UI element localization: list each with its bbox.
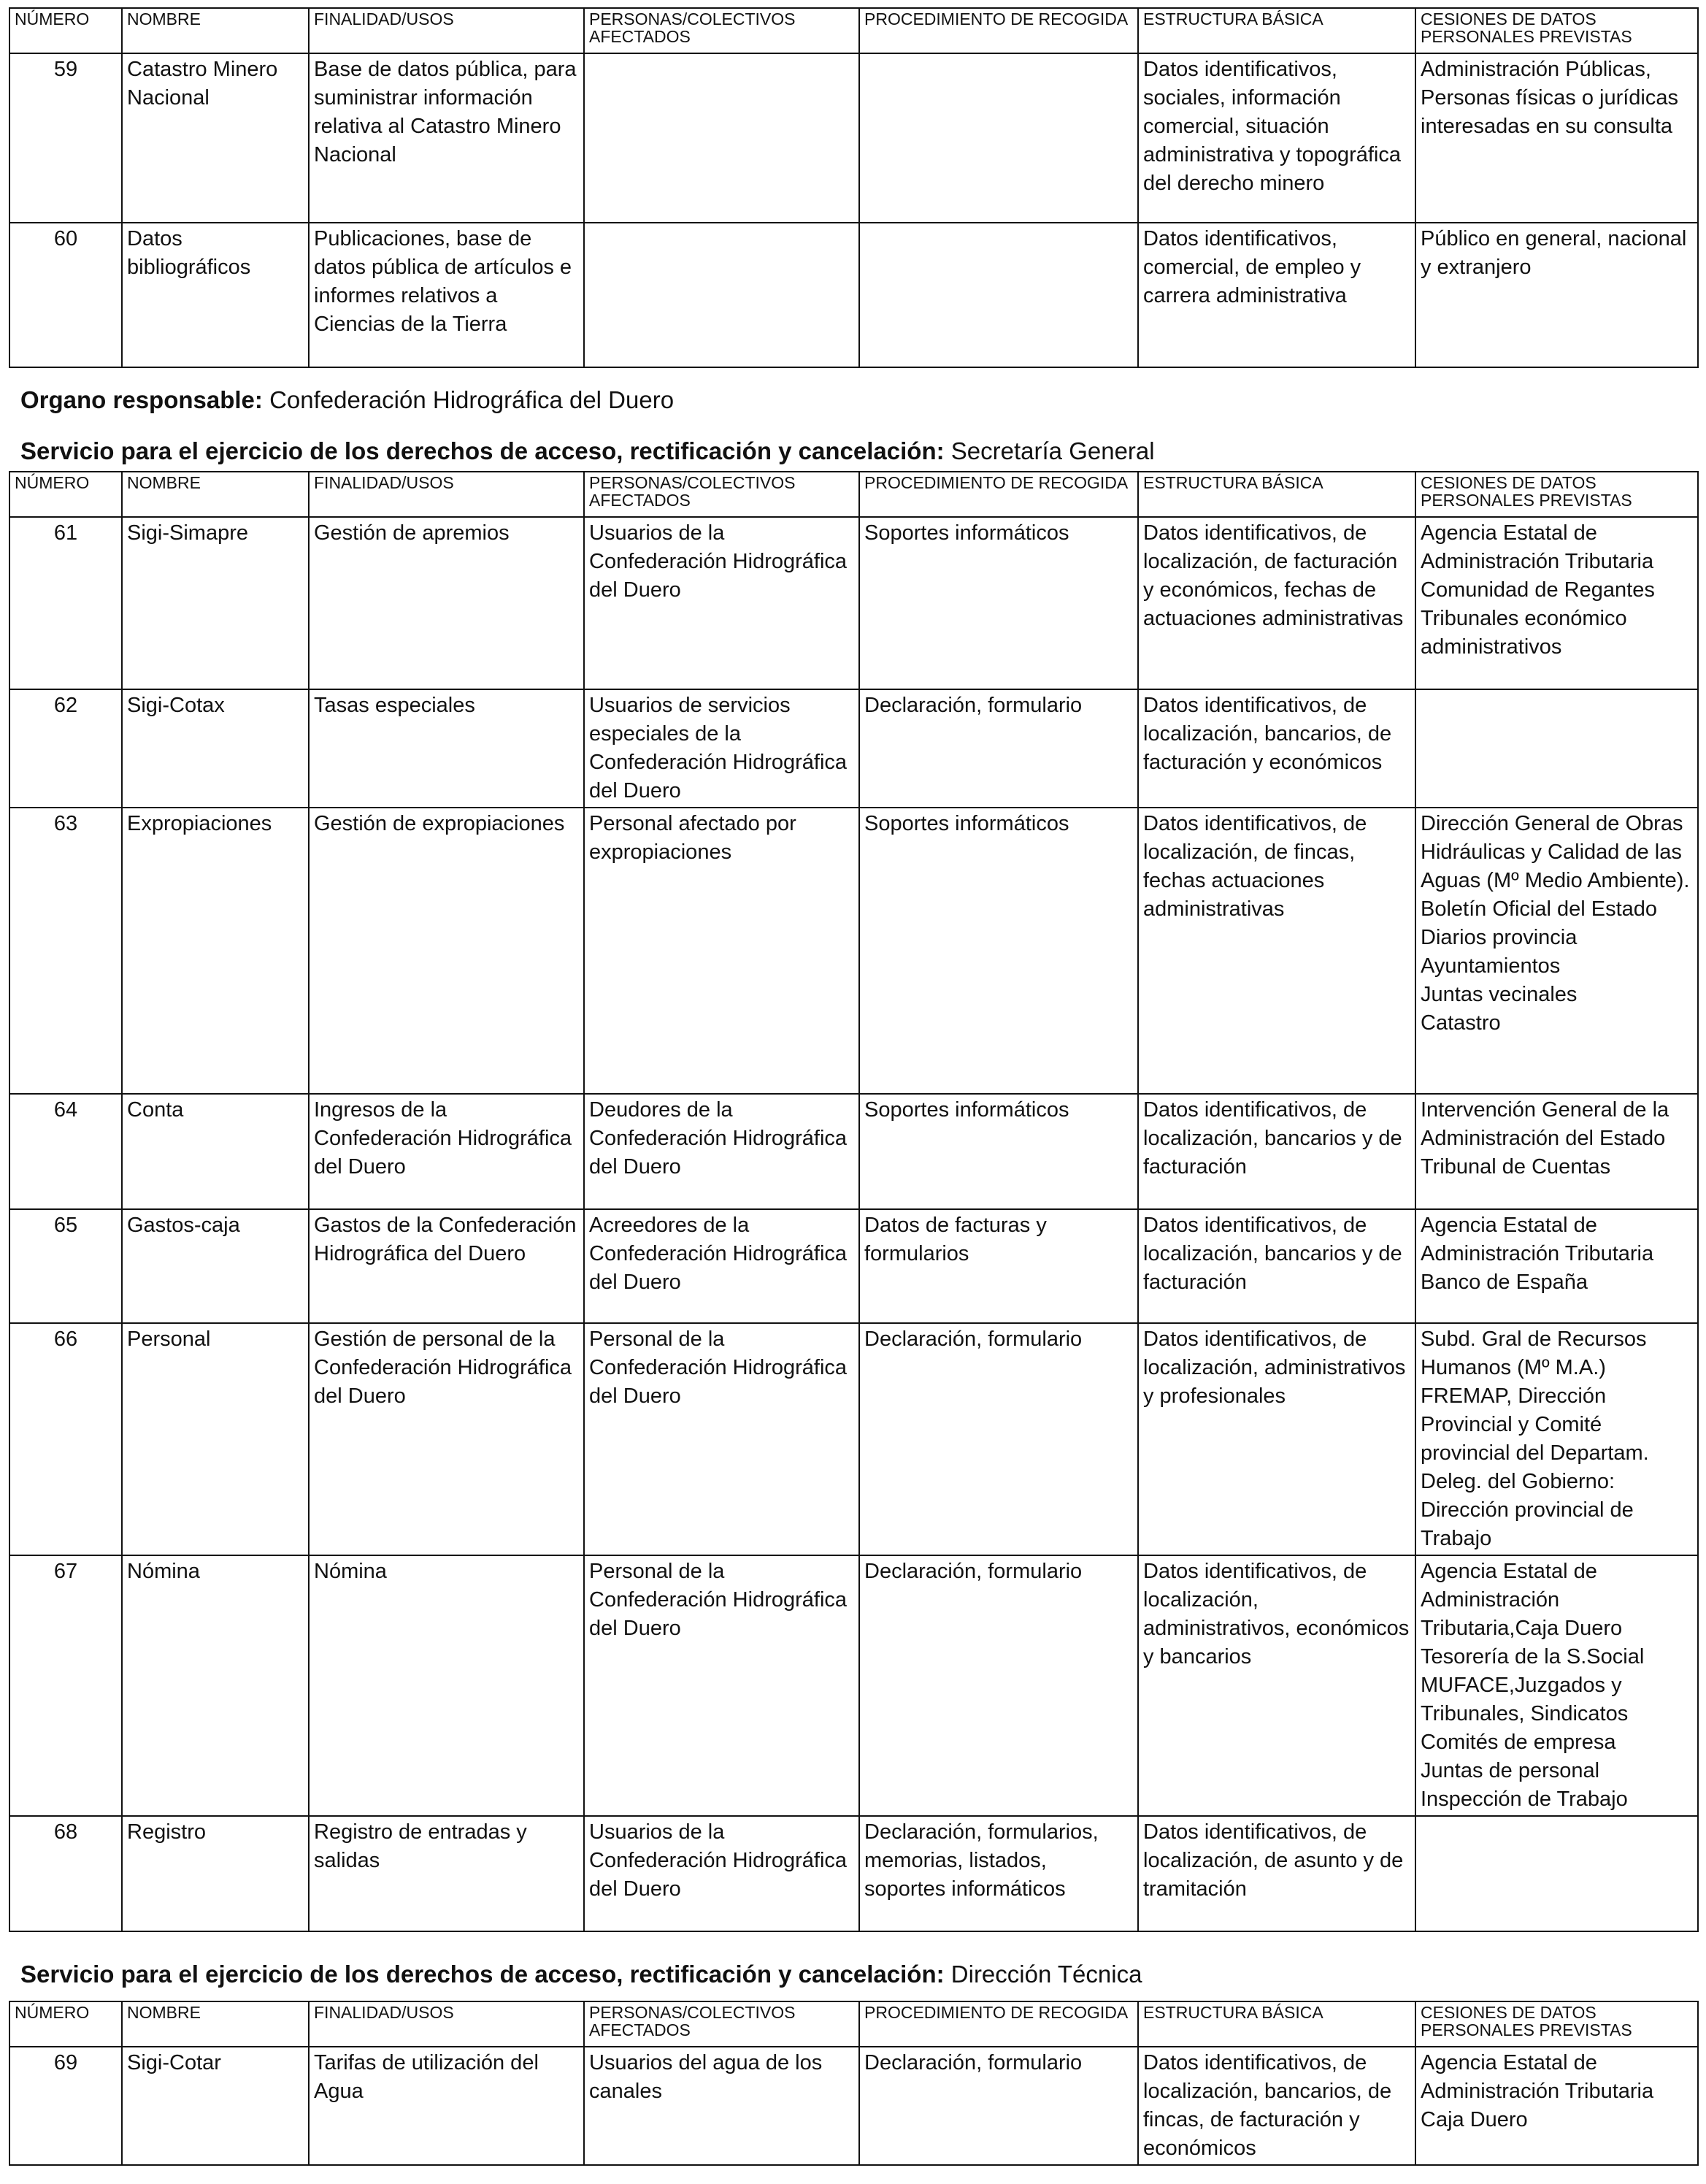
cell-finalidad: Tasas especiales: [309, 689, 584, 808]
cell-personas: Personal de la Confederación Hidrográfica del Duero: [584, 1323, 859, 1555]
servicio-heading-2: [20, 1960, 1142, 1989]
col-procedimiento: PROCEDIMIENTO DE RECOGIDA: [859, 8, 1138, 53]
cell-estructura: Datos identificativos, de localización, de fincas, fechas actuaciones administrativas: [1138, 808, 1415, 1094]
cesion-line: Deleg. del Gobierno:: [1421, 1470, 1615, 1493]
cell-nombre: Expropiaciones: [122, 808, 309, 1094]
cell-procedimiento: [859, 53, 1138, 223]
cesion-line: Tesorería de la S.Social: [1421, 1645, 1645, 1668]
col-estructura: ESTRUCTURA BÁSICA: [1138, 472, 1415, 517]
col-numero: NÚMERO: [9, 8, 122, 53]
servicio-label: Servicio para el ejercicio de los derechos de acceso, rectificación y cancelación:: [20, 437, 945, 464]
cell-nombre: Conta: [122, 1094, 309, 1209]
cell-procedimiento: Soportes informáticos: [859, 808, 1138, 1094]
cell-cesiones: [1415, 808, 1698, 1094]
organo-value: Confederación Hidrográfica del Duero: [269, 386, 675, 413]
cesion-line: Ayuntamientos: [1421, 954, 1561, 978]
cell-personas: Usuarios de la Confederación Hidrográfica del Duero: [584, 1816, 859, 1931]
cesion-line: Dirección provincial de Trabajo: [1421, 1498, 1634, 1550]
cell-nombre: Gastos-caja: [122, 1209, 309, 1323]
cell-numero: 68: [9, 1816, 122, 1931]
cell-finalidad: Gestión de personal de la Confederación Hidrográfica del Duero: [309, 1323, 584, 1555]
cell-estructura: Datos identificativos, comercial, de empleo y carrera administrativa: [1138, 223, 1415, 367]
col-personas: PERSONAS/COLECTIVOS AFECTADOS: [584, 8, 859, 53]
cesion-line: Diarios provincia: [1421, 926, 1578, 949]
cell-finalidad: Gestión de expropiaciones: [309, 808, 584, 1094]
table-header-row: [9, 8, 1698, 53]
cell-procedimiento: Declaración, formularios, memorias, listados, soportes informáticos: [859, 1816, 1138, 1931]
cesion-line: Intervención General de la Administración del Estado: [1421, 1098, 1670, 1150]
cesion-line: Boletín Oficial del Estado: [1421, 897, 1658, 921]
cell-procedimiento: Declaración, formulario: [859, 689, 1138, 808]
cell-numero: 61: [9, 517, 122, 689]
cesion-line: FREMAP, Dirección Provincial y Comité provincial del Departam.: [1421, 1384, 1649, 1465]
cell-procedimiento: Declaración, formulario: [859, 1555, 1138, 1816]
servicio-label: Servicio para el ejercicio de los derechos de acceso, rectificación y cancelación:: [20, 1961, 945, 1988]
cell-personas: [584, 53, 859, 223]
cell-numero: 59: [9, 53, 122, 223]
table-row: [9, 808, 1698, 1094]
cell-cesiones: [1415, 1094, 1698, 1209]
cell-numero: 65: [9, 1209, 122, 1323]
cell-personas: Usuarios de la Confederación Hidrográfica del Duero: [584, 517, 859, 689]
cell-estructura: Datos identificativos, de localización, bancarios y de facturación: [1138, 1209, 1415, 1323]
cell-estructura: Datos identificativos, de localización, administrativos y profesionales: [1138, 1323, 1415, 1555]
cell-estructura: Datos identificativos, de localización, de facturación y económicos, fechas de actuaciones administrativas: [1138, 517, 1415, 689]
col-nombre: NOMBRE: [122, 472, 309, 517]
col-cesiones: CESIONES DE DATOS PERSONALES PREVISTAS: [1415, 2001, 1698, 2047]
data-table: [9, 2001, 1699, 2166]
table-section-3: [9, 2001, 1699, 2166]
cell-finalidad: Base de datos pública, para suministrar información relativa al Catastro Minero Nacional: [309, 53, 584, 223]
cell-numero: 66: [9, 1323, 122, 1555]
cell-nombre: Personal: [122, 1323, 309, 1555]
cell-cesiones: [1415, 689, 1698, 808]
table-row: [9, 53, 1698, 223]
cesion-line: Tribunales económico administrativos: [1421, 607, 1627, 659]
cesion-line: Agencia Estatal de Administración Tributaria: [1421, 1214, 1654, 1265]
cell-personas: Deudores de la Confederación Hidrográfica del Duero: [584, 1094, 859, 1209]
data-table: [9, 471, 1699, 1932]
cell-numero: 63: [9, 808, 122, 1094]
col-nombre: NOMBRE: [122, 2001, 309, 2047]
cell-cesiones: [1415, 1816, 1698, 1931]
table-row: [9, 517, 1698, 689]
cell-nombre: Datos bibliográficos: [122, 223, 309, 367]
servicio-heading-1: [20, 437, 1155, 466]
cell-finalidad: Tarifas de utilización del Agua: [309, 2047, 584, 2165]
cell-cesiones: [1415, 1555, 1698, 1816]
col-cesiones: CESIONES DE DATOS PERSONALES PREVISTAS: [1415, 8, 1698, 53]
table-section-2: [9, 471, 1699, 1932]
cell-cesiones: [1415, 1209, 1698, 1323]
cell-personas: Usuarios de servicios especiales de la Confederación Hidrográfica del Duero: [584, 689, 859, 808]
table-row: [9, 1816, 1698, 1931]
col-nombre: NOMBRE: [122, 8, 309, 53]
cell-procedimiento: Soportes informáticos: [859, 1094, 1138, 1209]
col-finalidad: FINALIDAD/USOS: [309, 472, 584, 517]
col-finalidad: FINALIDAD/USOS: [309, 8, 584, 53]
cell-procedimiento: Datos de facturas y formularios: [859, 1209, 1138, 1323]
cell-nombre: Registro: [122, 1816, 309, 1931]
cesion-line: Dirección General de Obras Hidráulicas y Calidad de las Aguas (Mº Medio Ambiente).: [1421, 812, 1690, 892]
cell-procedimiento: [859, 223, 1138, 367]
cell-nombre: Sigi-Cotax: [122, 689, 309, 808]
cesion-line: Agencia Estatal de Administración Tributaria Comunidad de Regantes: [1421, 521, 1655, 602]
cell-finalidad: Ingresos de la Confederación Hidrográfica del Duero: [309, 1094, 584, 1209]
col-personas: PERSONAS/COLECTIVOS AFECTADOS: [584, 472, 859, 517]
cell-numero: 69: [9, 2047, 122, 2165]
col-finalidad: FINALIDAD/USOS: [309, 2001, 584, 2047]
cell-finalidad: Publicaciones, base de datos pública de artículos e informes relativos a Ciencias de la Tierra: [309, 223, 584, 367]
cell-cesiones: Administración Públicas, Personas físicas o jurídicas interesadas en su consulta: [1415, 53, 1698, 223]
cesion-line: Tribunal de Cuentas: [1421, 1155, 1611, 1179]
cell-finalidad: Registro de entradas y salidas: [309, 1816, 584, 1931]
table-row: [9, 1555, 1698, 1816]
cell-nombre: Sigi-Simapre: [122, 517, 309, 689]
cell-finalidad: Gastos de la Confederación Hidrográfica del Duero: [309, 1209, 584, 1323]
cell-estructura: Datos identificativos, de localización, bancarios, de fincas, de facturación y económicos: [1138, 2047, 1415, 2165]
table-row: [9, 1323, 1698, 1555]
cesion-line: MUFACE,Juzgados y Tribunales, Sindicatos: [1421, 1674, 1629, 1725]
cell-personas: [584, 223, 859, 367]
cesion-line: Inspección de Trabajo: [1421, 1788, 1628, 1811]
cell-numero: 62: [9, 689, 122, 808]
cell-nombre: Nómina: [122, 1555, 309, 1816]
cell-estructura: Datos identificativos, de localización, administrativos, económicos y bancarios: [1138, 1555, 1415, 1816]
cesion-line: Banco de España: [1421, 1271, 1588, 1294]
cesion-line: Agencia Estatal de Administración Tributaria: [1421, 2051, 1654, 2103]
cesion-line: Subd. Gral de Recursos Humanos (Mº M.A.): [1421, 1327, 1647, 1379]
cell-finalidad: Gestión de apremios: [309, 517, 584, 689]
organo-responsable-heading: [20, 386, 674, 415]
col-estructura: ESTRUCTURA BÁSICA: [1138, 2001, 1415, 2047]
table-row: [9, 1209, 1698, 1323]
col-procedimiento: PROCEDIMIENTO DE RECOGIDA: [859, 472, 1138, 517]
table-row: [9, 1094, 1698, 1209]
cell-cesiones: [1415, 2047, 1698, 2165]
cell-estructura: Datos identificativos, de localización, de asunto y de tramitación: [1138, 1816, 1415, 1931]
cell-nombre: Catastro Minero Nacional: [122, 53, 309, 223]
col-numero: NÚMERO: [9, 2001, 122, 2047]
col-procedimiento: PROCEDIMIENTO DE RECOGIDA: [859, 2001, 1138, 2047]
servicio-value: Secretaría General: [950, 437, 1155, 464]
cell-personas: Acreedores de la Confederación Hidrográfica del Duero: [584, 1209, 859, 1323]
table-row: [9, 689, 1698, 808]
cell-personas: Personal de la Confederación Hidrográfica del Duero: [584, 1555, 859, 1816]
cesion-line: Tributaria,Caja Duero: [1421, 1617, 1623, 1640]
cell-cesiones: [1415, 1323, 1698, 1555]
cell-nombre: Sigi-Cotar: [122, 2047, 309, 2165]
cesion-line: Juntas de personal: [1421, 1759, 1600, 1782]
cell-numero: 60: [9, 223, 122, 367]
cell-personas: Usuarios del agua de los canales: [584, 2047, 859, 2165]
cell-procedimiento: Declaración, formulario: [859, 2047, 1138, 2165]
cell-numero: 67: [9, 1555, 122, 1816]
data-table: [9, 7, 1699, 368]
table-header-row: [9, 2001, 1698, 2047]
cesion-line: Catastro: [1421, 1011, 1501, 1035]
cell-finalidad: Nómina: [309, 1555, 584, 1816]
col-personas: PERSONAS/COLECTIVOS AFECTADOS: [584, 2001, 859, 2047]
servicio-value: Dirección Técnica: [950, 1961, 1142, 1988]
table-section-1: [9, 7, 1699, 368]
cell-cesiones: Público en general, nacional y extranjero: [1415, 223, 1698, 367]
cesion-line: Comités de empresa: [1421, 1731, 1616, 1754]
cell-numero: 64: [9, 1094, 122, 1209]
cesion-line: Juntas vecinales: [1421, 983, 1578, 1006]
col-cesiones: CESIONES DE DATOS PERSONALES PREVISTAS: [1415, 472, 1698, 517]
col-numero: NÚMERO: [9, 472, 122, 517]
table-row: [9, 2047, 1698, 2165]
cell-estructura: Datos identificativos, de localización, bancarios y de facturación: [1138, 1094, 1415, 1209]
cesion-line: Caja Duero: [1421, 2108, 1528, 2131]
cell-procedimiento: Soportes informáticos: [859, 517, 1138, 689]
col-estructura: ESTRUCTURA BÁSICA: [1138, 8, 1415, 53]
cesion-line: Agencia Estatal de Administración: [1421, 1560, 1597, 1612]
cell-estructura: Datos identificativos, de localización, bancarios, de facturación y económicos: [1138, 689, 1415, 808]
cell-procedimiento: Declaración, formulario: [859, 1323, 1138, 1555]
table-header-row: [9, 472, 1698, 517]
organo-label: Organo responsable:: [20, 386, 263, 413]
table-row: [9, 223, 1698, 367]
cell-cesiones: [1415, 517, 1698, 689]
cell-personas: Personal afectado por expropiaciones: [584, 808, 859, 1094]
cell-estructura: Datos identificativos, sociales, información comercial, situación administrativa y topográfica del derecho minero: [1138, 53, 1415, 223]
